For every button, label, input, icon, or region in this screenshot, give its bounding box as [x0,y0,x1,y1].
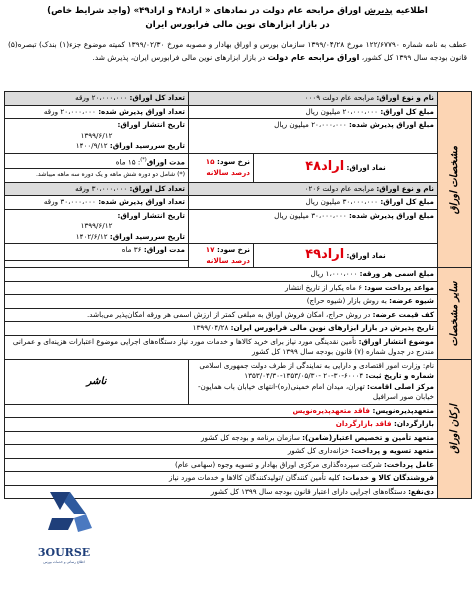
arad49-duration: مدت اوراق: ۳۶ ماه [5,244,189,261]
nominal-value: مبلغ اسمی هر ورقه: ۱،۰۰۰،۰۰۰ ریال [5,268,438,282]
pillars-section-label: ارکان اوراق [438,359,472,499]
payment-agent: عامل پرداخت: شرکت سپرده‌گذاری مرکزی اوراق بهادار و تسویه وجوه (سهامی عام) [5,458,438,472]
arad48-duration-note: (*) شامل دو دوره شش ماهه و یک دوره سه ماهه میباشد. [5,169,189,183]
arad49-amount: مبلغ کل اوراق: ۳۰،۰۰۰،۰۰۰ میلیون ریال [189,196,438,210]
acceptance-date: تاریخ پذیرش در بازار ابزارهای نوین مالی فرابورس ایران: ۱۳۹۹/۰۴/۲۸ [5,322,438,336]
offering-method: شیوه عرضه: به روش بازار (شیوه حراج) [5,295,438,309]
securities-table [4,91,472,499]
arad48-rate: نرخ سود: ۱۵ درصد سالانه [189,153,254,182]
beneficiaries: دی‌نفع: دستگاه‌های اجرایی دارای اعتبار قانون بودجه سال ۱۳۹۹ کل کشور [5,485,438,499]
payment-schedule: مواعد پرداخت سود: ۶ ماه یکبار از تاریخ انتشار [5,281,438,295]
arad48-duration: مدت اوراق(*): ۱۵ ماه [5,153,189,169]
specs-section-label: مشخصات اوراق [438,92,472,268]
issuer-info: نام: وزارت امور اقتصادی و دارایی به نمایندگی از طرف دولت جمهوری اسلامی شماره و تاریخ ثبت: ۶۰۰۰۴-۳۰-۲۰ -۱۳۵۳/۰۵/۳۰-۱۳۵۳/۰۴/۳۰ مرکز اصلی اقامت: تهران، میدان امام خمینی(ره)-انتهای خیابان باب همایون-خیابان صور اسرافیل [189,359,438,404]
issuance-purpose: موضوع انتشار اوراق: تأمین نقدینگی مورد نیاز برای خرید کالاها و خدمات مورد نیاز دستگاه‌های اجرایی موضوع اعتبارات هزینه‌ای و عمرانی مندرج در جدول شماره (۷) قانون بودجه سال ۱۳۹۹ کل کشور [5,335,438,359]
arad49-accepted-amount: مبلغ اوراق پذیرش شده: ۳۰،۰۰۰،۰۰۰ میلیون ریال [189,209,438,244]
arad48-amount: مبلغ کل اوراق: ۲۰،۰۰۰،۰۰۰ میلیون ریال [189,105,438,119]
guarantor: متعهد تأمین و تخصیص اعتبار(ضامن): سازمان برنامه و بودجه کل کشور [5,431,438,445]
market-maker: بازارگردان: فاقد بازارگردان [5,418,438,432]
sellers: فروشندگان کالا و خدمات: کلیه تأمین کنندگان /تولیدکنندگان کالاها و خدمات مورد نیاز [5,472,438,486]
settlement-agent: متعهد تسویه و پرداخت: خزانه‌داری کل کشور [5,445,438,459]
arad48-total-count: تعداد کل اوراق: ۲۰،۰۰۰،۰۰۰ ورقه [5,92,189,106]
arad48-symbol: نماد اوراق: اراد۴۸ [254,153,438,182]
intro-paragraph: عطف به نامه شماره ۱۲۲/۶۷۷۹۰ مورخ ۱۳۹۹/۰۴/۲۸ سازمان بورس و اوراق بهادار و مصوبه مورخ ۱۳۹۹/۰۲/۳۰ کمیته موضوع جزء(۱) بندک) تبصره(۵) قانون بودجه سال ۱۳۹۹ کل کشور، اوراق مرابحه عام دولت در بازار ابزارهای نوین مالی فرابورس ایران، پذیرش شد. [8,40,467,62]
underwriter: متعهد‌پذیره‌نویس: فاقد متعهد‌پذیره‌نویس [5,404,438,418]
other-section-label: سایر مشخصات [438,268,472,360]
arad49-name: نام و نوع اوراق: مرابحه عام دولت ۰۲۰۶ [189,182,438,196]
bourse-logo-text: 3OURSE [37,546,91,559]
arad48-name: نام و نوع اوراق: مرابحه عام دولت ۰۰۰۹ [189,92,438,106]
announcement-title: اطلاعیه پذیرش اوراق مرابحه عام دولت در نمادهای « اراد۴۸ و اراد۴۹» (واجد شرایط خاص) در بازار ابزارهای نوین مالی فرابورس ایران [47,6,428,30]
bourse-logo-subtitle: اطلاع رسانی و خدمات بورس [43,560,85,564]
arad48-dates: تاریخ انتشار اوراق: ۱۳۹۹/۶/۱۲ تاریخ سررسید اوراق: ۱۴۰۰/۹/۱۲ [5,119,189,154]
arad49-symbol: نماد اوراق: اراد۴۹ [254,244,438,268]
arad49-rate: نرخ سود: ۱۷ درصد سالانه [189,244,254,268]
issuer-label: ناشر [5,359,189,404]
arad49-dates: تاریخ انتشار اوراق: ۱۳۹۹/۶/۱۲ تاریخ سررسید اوراق: ۱۴۰۲/۶/۱۲ [5,209,189,244]
arad49-total-count: تعداد کل اوراق: ۳۰،۰۰۰،۰۰۰ ورقه [5,182,189,196]
floor-price: کف قیمت عرضه: در روش حراج، امکان فروش اوراق به مبلغی کمتر از ارزش اسمی هر ورقه امکان‌پذیر می‌باشد. [5,308,438,322]
arad48-accepted-count: تعداد اوراق پذیرش شده: ۲۰،۰۰۰،۰۰۰ ورقه [5,105,189,119]
arad48-accepted-amount: مبلغ اوراق پذیرش شده: ۲۰،۰۰۰،۰۰۰ میلیون ریال [189,119,438,154]
arad49-accepted-count: تعداد اوراق پذیرش شده: ۳۰،۰۰۰،۰۰۰ ورقه [5,196,189,210]
